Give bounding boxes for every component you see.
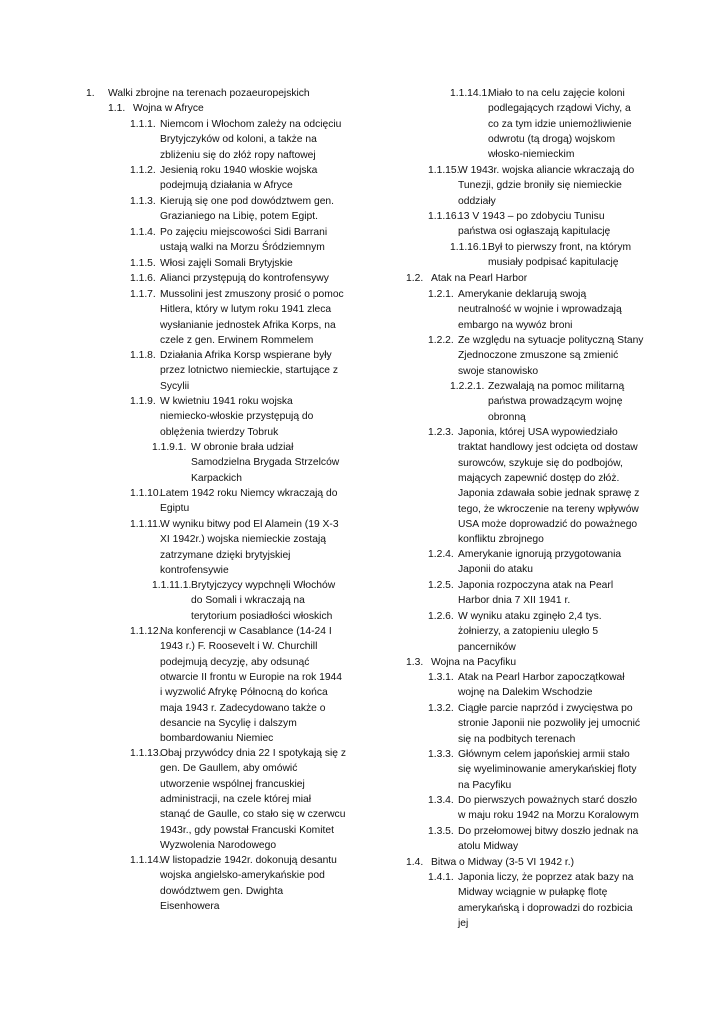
outline-item-text-line: Amerykanie deklarują swoją xyxy=(458,289,587,300)
outline-item-text-line: Zjednoczone zmuszone są zmienić xyxy=(458,350,619,362)
outline-item-number: 1.1.10. xyxy=(130,488,162,499)
outline-item-number: 1.1.2. xyxy=(130,165,156,176)
outline-item-text-line: Po zajęciu miejscowości Sidi Barrani xyxy=(160,227,328,238)
outline-item-text-line: surowców, szykuje się do podbojów, xyxy=(458,457,623,469)
outline-item-number: 1.2. xyxy=(406,273,424,284)
outline-item-text-line: Grazianiego na Libię, potem Egipt. xyxy=(160,211,318,223)
outline-item-number: 1.2.5. xyxy=(428,580,454,591)
outline-item-text-line: Do pierwszych poważnych starć doszło xyxy=(458,795,638,806)
outline-item-text-line: 1943 r.) F. Roosevelt i W. Churchill xyxy=(160,641,318,653)
outline-item-text-line: w maju roku 1942 na Morzu Koralowym xyxy=(458,810,639,822)
outline-item-text-line: Hitlera, który w lutym roku 1941 zleca xyxy=(160,304,332,316)
outline-item-text-line: Wyzwolenia Narodowego xyxy=(160,839,277,851)
outline-item-text-line: i wyzwolić Afrykę Północną do końca xyxy=(160,687,328,699)
outline-item-text-line: Wojna w Afryce xyxy=(133,103,204,114)
outline-item-number: 1.1.5. xyxy=(130,258,156,269)
outline-item-text-line: Na konferencji w Casablance (14-24 I xyxy=(160,626,332,637)
outline-item-number: 1.1. xyxy=(108,103,126,114)
outline-item-text-line: oddziały xyxy=(458,195,496,207)
outline-item-text-line: przez lotnictwo niemieckie, startujące z xyxy=(160,365,338,377)
outline-item-number: 1.4. xyxy=(406,857,424,868)
outline-item-text-line: traktat handlowy jest odcięta od dostaw xyxy=(458,442,638,454)
outline-item-text-line: 1943r., gdy powstał Francuski Komitet xyxy=(160,824,334,836)
outline-item-text-line: Sycylii xyxy=(160,380,190,392)
outline-item-text-line: kontrofensywie xyxy=(160,564,229,576)
outline-item-text-line: Ciągłe parcie naprzód i zwycięstwa po xyxy=(458,703,633,714)
outline-item-number: 1.1.14.1. xyxy=(450,88,491,99)
outline-item-text-line: stronie Japonii nie pozwoliły jej umocnić xyxy=(458,718,641,730)
outline-item-text-line: Midway wciągnie w pułapkę flotę xyxy=(458,887,608,899)
outline-item-text-line: żołnierzy, a zatopieniu uległo 5 xyxy=(458,626,599,638)
outline-item-text-line: Brytyjczycy wypchnęli Włochów xyxy=(191,580,336,591)
outline-item-text-line: niemiecko-włoskie przystępują do xyxy=(160,411,314,423)
outline-item-text-line: tego, że wkroczenie na tereny wpływów xyxy=(458,503,639,515)
outline-item-text-line: Głównym celem japońskiej armii stało xyxy=(458,749,630,760)
outline-item-number: 1.1.4. xyxy=(130,227,156,238)
outline-item-number: 1.1.13. xyxy=(130,748,162,759)
outline-item-text-line: Tunezji, gdzie broniły się niemieckie xyxy=(458,180,622,192)
outline-item-number: 1.3.5. xyxy=(428,826,454,837)
outline-item-text-line: obronną xyxy=(488,411,526,423)
outline-item-number: 1.1.14. xyxy=(130,855,162,866)
outline-item-text-line: W 1943r. wojska aliancie wkraczają do xyxy=(458,165,635,176)
outline-item-text-line: Ze względu na sytuacje polityczną Stany xyxy=(458,335,644,346)
outline-item-text-line: mających zapewnić dostęp do złóż. xyxy=(458,472,620,484)
outline-item-text-line: do Somali i wkraczają na xyxy=(191,595,305,607)
outline-item-text-line: Japonia zdawała sobie jednak sprawę z xyxy=(458,488,640,500)
outline-item-text-line: Wojna na Pacyfiku xyxy=(431,657,517,668)
outline-item-number: 1.1.8. xyxy=(130,350,156,361)
outline-item-text-line: bombardowaniu Niemiec xyxy=(160,733,274,745)
outline-item-text-line: wojnę na Dalekim Wschodzie xyxy=(458,687,593,699)
outline-item-text-line: wysłanianie jednostek Afrika Korps, na xyxy=(160,319,336,331)
outline-item-text-line: wojska angielsko-amerykańskie pod xyxy=(160,870,325,882)
outline-item-text-line: Eisenhowera xyxy=(160,900,220,912)
outline-item-text-line: się wyeliminowanie amerykańskiej floty xyxy=(458,764,637,776)
outline-item-text-line: Samodzielna Brygada Strzelców xyxy=(191,457,340,469)
outline-item-number: 1.3.2. xyxy=(428,703,454,714)
outline-item-text-line: atolu Midway xyxy=(458,841,519,853)
outline-item-number: 1.1.16.1. xyxy=(450,242,491,253)
outline-item-text-line: Walki zbrojne na terenach pozaeuropejskich xyxy=(108,88,310,99)
outline-item-text-line: Japonia, której USA wypowiedziało xyxy=(458,427,618,438)
outline-item-number: 1.1.11. xyxy=(130,519,161,530)
outline-item-text-line: W obronie brała udział xyxy=(191,442,294,453)
outline-item-number: 1.2.6. xyxy=(428,611,454,622)
outline-item-text-line: oblężenia twierdzy Tobruk xyxy=(160,426,279,438)
outline-item-text-line: maja 1943 r. Zadecydowano także o xyxy=(160,702,326,714)
outline-item-number: 1.3.3. xyxy=(428,749,454,760)
outline-item-text-line: jej xyxy=(458,917,469,929)
outline-item-text-line: Kierują się one pod dowództwem gen. xyxy=(160,196,335,207)
outline-item-number: 1.1.3. xyxy=(130,196,156,207)
outline-item-text-line: Egiptu xyxy=(160,503,190,515)
outline-item-text-line: W listopadzie 1942r. dokonują desantu xyxy=(160,855,337,866)
outline-item-text-line: XI 1942r.) wojska niemieckie zostają xyxy=(160,534,326,546)
outline-item-text-line: neutralność w wojnie i wprowadzają xyxy=(458,304,622,316)
outline-item-text-line: Działania Afrika Korsp wspierane były xyxy=(160,350,332,361)
outline-item-text-line: państwa osi ogłaszają kapitulację xyxy=(458,226,611,238)
outline-item-text-line: podejmują decyzję, aby odsunąć xyxy=(160,656,310,668)
outline-item-text-line: Włosi zajęli Somali Brytyjskie xyxy=(160,258,293,269)
outline-item-text-line: otwarcie II frontu w Europie na rok 1944 xyxy=(160,671,343,683)
outline-item-number: 1.4.1. xyxy=(428,872,454,883)
outline-item-text-line: czele z gen. Erwinem Rommelem xyxy=(160,334,314,346)
outline-item-text-line: się na podbitych terenach xyxy=(458,733,576,745)
outline-item-text-line: gen. De Gaullem, aby omówić xyxy=(160,763,298,775)
outline-item-text-line: włosko-niemieckim xyxy=(488,149,575,161)
outline-item-number: 1.1.16. xyxy=(428,211,460,222)
outline-item-number: 1.2.2. xyxy=(428,335,454,346)
outline-item-text-line: konfliktu zbrojnego xyxy=(458,534,544,546)
outline-item-number: 1.3.1. xyxy=(428,672,454,683)
outline-item-text-line: W wyniku bitwy pod El Alamein (19 X-3 xyxy=(160,519,339,530)
outline-item-text-line: Harbor dnia 7 XII 1941 r. xyxy=(458,595,571,607)
outline-item-number: 1.1.9. xyxy=(130,396,156,407)
outline-item-text-line: amerykańską i doprowadzi do rozbicia xyxy=(458,902,633,914)
outline-item-text-line: Japonii do ataku xyxy=(458,564,533,576)
outline-item-number: 1. xyxy=(86,88,95,99)
outline-item-text-line: Obaj przywódcy dnia 22 I spotykają się z xyxy=(160,748,347,759)
outline-item-text-line: ustają walki na Morzu Śródziemnym xyxy=(160,242,325,254)
outline-item-text-line: Niemcom i Włochom zależy na odcięciu xyxy=(160,119,342,130)
outline-item-text-line: Miało to na celu zajęcie koloni xyxy=(488,88,625,99)
outline-item-text-line: pancerników xyxy=(458,641,516,653)
outline-item-text-line: Japonia rozpoczyna atak na Pearl xyxy=(458,580,614,591)
outline-item-text-line: Atak na Pearl Harbor zapoczątkował xyxy=(458,672,625,683)
outline-item-text-line: Był to pierwszy front, na którym xyxy=(488,242,632,253)
outline-item-number: 1.2.1. xyxy=(428,289,454,300)
outline-item-number: 1.3. xyxy=(406,657,424,668)
outline-item-number: 1.2.3. xyxy=(428,427,454,438)
outline-item-number: 1.1.12. xyxy=(130,626,162,637)
outline-item-text-line: zbliżeniu się do złóż ropy naftowej xyxy=(160,149,316,161)
outline-item-number: 1.2.4. xyxy=(428,549,454,560)
outline-item-text-line: stanąć de Gaulle, co stało się w czerwcu xyxy=(160,809,346,821)
outline-item-text-line: Alianci przystępują do kontrofensywy xyxy=(160,273,329,284)
outline-item-text-line: USA może doprowadzić do poważnego xyxy=(458,518,638,530)
outline-item-text-line: W kwietniu 1941 roku wojska xyxy=(160,396,293,407)
outline-item-text-line: administracji, na czele której miał xyxy=(160,793,312,805)
outline-item-text-line: na Pacyfiku xyxy=(458,779,512,791)
outline-item-text-line: dowództwem gen. Dwighta xyxy=(160,885,284,897)
outline-item-text-line: zatrzymane dzięki brytyjskiej xyxy=(160,549,291,561)
outline-item-text-line: W wyniku ataku zginęło 2,4 tys. xyxy=(458,611,602,622)
outline-item-text-line: swoje stanowisko xyxy=(458,365,539,377)
outline-item-text-line: odwrotu (tą drogą) wojskom xyxy=(488,133,616,145)
outline-item-number: 1.1.9.1. xyxy=(152,442,187,453)
outline-item-text-line: co za tym idzie uniemożliwienie xyxy=(488,118,632,130)
outline-item-number: 1.1.7. xyxy=(130,289,156,300)
outline-item-number: 1.1.6. xyxy=(130,273,156,284)
outline-item-text-line: Japonia liczy, że poprzez atak bazy na xyxy=(458,872,634,883)
outline-item-text-line: Zezwalają na pomoc militarną xyxy=(488,381,625,392)
outline-item-text-line: desancie na Sycylię i dalszym xyxy=(160,717,297,729)
outline-item-text-line: terytorium posiadłości włoskich xyxy=(191,610,333,622)
outline-item-number: 1.1.15. xyxy=(428,165,460,176)
outline-item-text-line: Mussolini jest zmuszony prosić o pomoc xyxy=(160,289,344,300)
outline-item-text-line: Karpackich xyxy=(191,472,242,484)
outline-item-text-line: embargo na wywóz broni xyxy=(458,319,573,331)
outline-item-text-line: musiały podpisać kapitulację xyxy=(488,257,619,269)
outline-item-text-line: Brytyjczyków od koloni, a także na xyxy=(160,134,317,146)
outline-item-number: 1.3.4. xyxy=(428,795,454,806)
outline-item-text-line: Bitwa o Midway (3-5 VI 1942 r.) xyxy=(431,857,575,868)
outline-item-number: 1.1.11.1. xyxy=(152,580,192,591)
outline-item-number: 1.2.2.1. xyxy=(450,381,485,392)
outline-item-text-line: utworzenie wspólnej francuskiej xyxy=(160,778,305,790)
outline-item-text-line: Do przełomowej bitwy doszło jednak na xyxy=(458,826,639,837)
outline-item-text-line: podlegających rządowi Vichy, a xyxy=(488,103,631,115)
outline-item-text-line: Amerykanie ignorują przygotowania xyxy=(458,549,622,560)
outline-item-text-line: Jesienią roku 1940 włoskie wojska xyxy=(160,165,318,176)
outline-item-text-line: państwa prowadzącym wojnę xyxy=(488,396,623,408)
outline-item-text-line: Latem 1942 roku Niemcy wkraczają do xyxy=(160,488,338,499)
outline-item-text-line: 13 V 1943 – po zdobyciu Tunisu xyxy=(458,211,605,222)
outline-item-text-line: Atak na Pearl Harbor xyxy=(431,273,528,284)
outline-item-number: 1.1.1. xyxy=(130,119,156,130)
outline-item-text-line: podejmują działania w Afryce xyxy=(160,180,293,192)
